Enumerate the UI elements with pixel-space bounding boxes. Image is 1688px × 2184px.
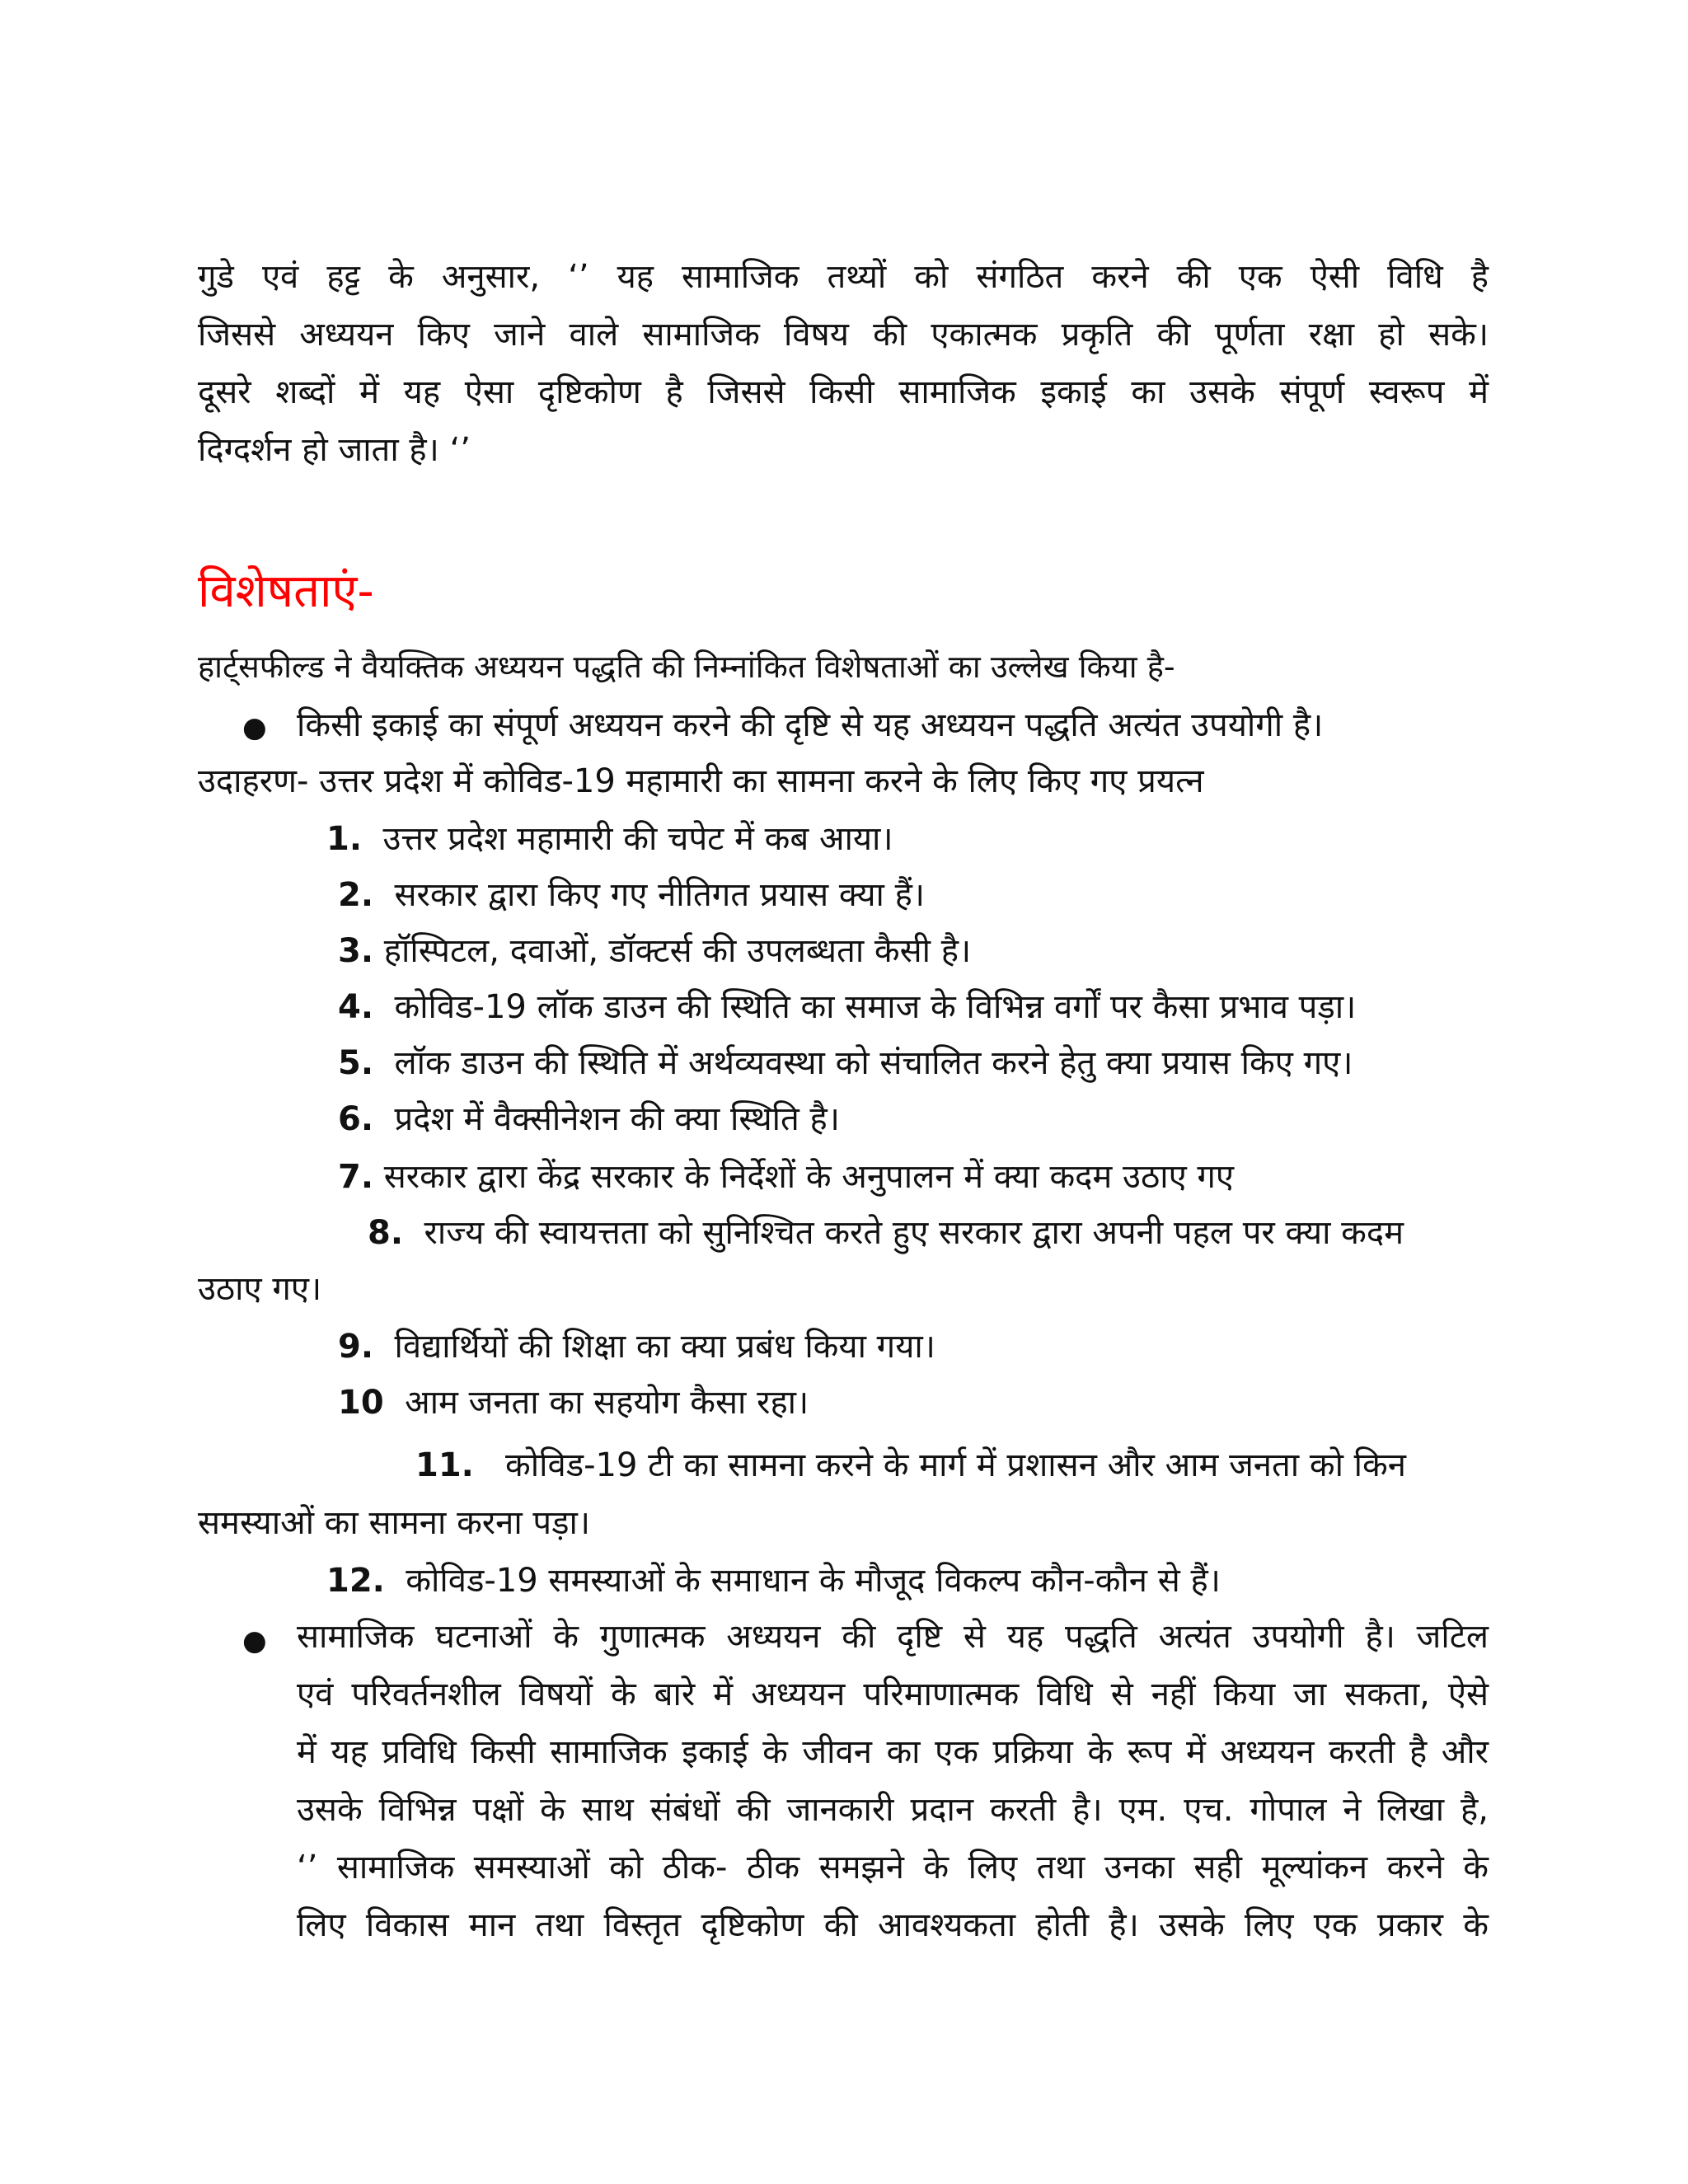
list-item-continuation: उठाए गए। [198, 1270, 322, 1308]
list-item-number: 12. [326, 1562, 385, 1600]
list-item [338, 1384, 809, 1422]
list-item [338, 1044, 1353, 1082]
list-item-text: विद्यार्थियों की शिक्षा का क्या प्रबंध किया गया। [394, 1328, 935, 1366]
bullet-1-symbol: ● [242, 711, 267, 744]
list-item-number: 1. [326, 820, 363, 858]
list-item-number: 9. [338, 1328, 374, 1366]
list-item-text: राज्य की स्वायत्तता को सुनिश्चित करते हुए सरकार द्वारा अपनी पहल पर क्या कदम [424, 1214, 1404, 1252]
list-item [338, 932, 972, 970]
list-item-number: 6. [338, 1100, 374, 1138]
list-item-text: प्रदेश में वैक्सीनेशन की क्या स्थिति है। [394, 1100, 840, 1138]
bullet-2-line-6: लिए विकास मान तथा विस्तृत दृष्टिकोण की आवश्यकता होती है। उसके लिए एक प्रकार के [297, 1906, 1489, 1944]
list-item-text: कोविड-19 समस्याओं के समाधान के मौजूद विकल्प कौन-कौन से हैं। [406, 1562, 1221, 1600]
list-item [338, 876, 925, 914]
list-item-text: कोविड-19 टी का सामना करने के मार्ग में प्रशासन और आम जनता को किन [505, 1446, 1406, 1484]
list-item-number: 2. [338, 876, 374, 914]
bullet-2-line-4: उसके विभिन्न पक्षों के साथ संबंधों की जानकारी प्रदान करती है। एम. एच. गोपाल ने लिखा है, [297, 1791, 1489, 1829]
list-item-text: सरकार द्वारा किए गए नीतिगत प्रयास क्या हैं। [394, 876, 925, 914]
list-item-number: 7. [338, 1158, 374, 1196]
intro-line-2: जिससे अध्ययन किए जाने वाले सामाजिक विषय की एकात्मक प्रकृति की पूर्णता रक्षा हो सके। [198, 316, 1489, 354]
list-item [338, 1158, 1235, 1196]
list-item-number: 8. [368, 1214, 404, 1252]
intro-line-4: दिग्दर्शन हो जाता है। ‘’ [198, 431, 471, 469]
intro-line-1: गुडे एवं हट्ट के अनुसार, ‘’ यह सामाजिक तथ्यों को संगठित करने की एक ऐसी विधि है [198, 258, 1489, 296]
list-item-text: कोविड-19 लॉक डाउन की स्थिति का समाज के विभिन्न वर्गों पर कैसा प्रभाव पड़ा। [394, 988, 1357, 1026]
bullet-2-symbol: ● [242, 1624, 267, 1657]
intro-line-3: दूसरे शब्दों में यह ऐसा दृष्टिकोण है जिससे किसी सामाजिक इकाई का उसके संपूर्ण स्वरूप में [198, 373, 1489, 411]
list-item-number: 5. [338, 1044, 374, 1082]
list-item [326, 820, 893, 858]
list-item-text: हॉस्पिटल, दवाओं, डॉक्टर्स की उपलब्धता कैसी है। [383, 932, 972, 970]
list-item-number: 4. [338, 988, 374, 1026]
list-item-text: लॉक डाउन की स्थिति में अर्थव्यवस्था को संचालित करने हेतु क्या प्रयास किए गए। [394, 1044, 1353, 1082]
list-item [415, 1446, 1406, 1484]
list-item-number: 11. [415, 1446, 474, 1484]
list-item-continuation: समस्याओं का सामना करना पड़ा। [198, 1504, 591, 1542]
bullet-2-line-2: एवं परिवर्तनशील विषयों के बारे में अध्ययन परिमाणात्मक विधि से नहीं किया जा सकता, ऐसे [297, 1675, 1489, 1713]
list-item-text: उत्तर प्रदेश महामारी की चपेट में कब आया। [382, 820, 893, 858]
bullet-2-line-1: सामाजिक घटनाओं के गुणात्मक अध्ययन की दृष्टि से यह पद्धति अत्यंत उपयोगी है। जटिल [297, 1618, 1489, 1656]
features-intro: हार्ट्सफील्ड ने वैयक्तिक अध्ययन पद्धति की निम्नांकित विशेषताओं का उल्लेख किया है- [198, 649, 1175, 685]
list-item [338, 988, 1357, 1026]
list-item-text: आम जनता का सहयोग कैसा रहा। [405, 1384, 809, 1422]
list-item-text: सरकार द्वारा केंद्र सरकार के निर्देशों के अनुपालन में क्या कदम उठाए गए [383, 1158, 1235, 1196]
list-item-number: 3. [338, 932, 374, 970]
list-item [338, 1328, 935, 1366]
list-item-number: 10 [338, 1384, 384, 1422]
bullet-2-line-5: ‘’ सामाजिक समस्याओं को ठीक- ठीक समझने के लिए तथा उनका सही मूल्यांकन करने के [297, 1849, 1489, 1886]
bullet-1-text: किसी इकाई का संपूर्ण अध्ययन करने की दृष्टि से यह अध्ययन पद्धति अत्यंत उपयोगी है। [297, 706, 1324, 744]
list-item [338, 1100, 840, 1138]
example-line: उदाहरण- उत्तर प्रदेश में कोविड-19 महामारी का सामना करने के लिए किए गए प्रयत्न [198, 762, 1204, 800]
section-heading: विशेषताएं- [198, 565, 374, 618]
bullet-2-line-3: में यह प्रविधि किसी सामाजिक इकाई के जीवन का एक प्रक्रिया के रूप में अध्ययन करती है और [297, 1733, 1489, 1771]
list-item [326, 1562, 1221, 1600]
list-item [368, 1214, 1404, 1252]
